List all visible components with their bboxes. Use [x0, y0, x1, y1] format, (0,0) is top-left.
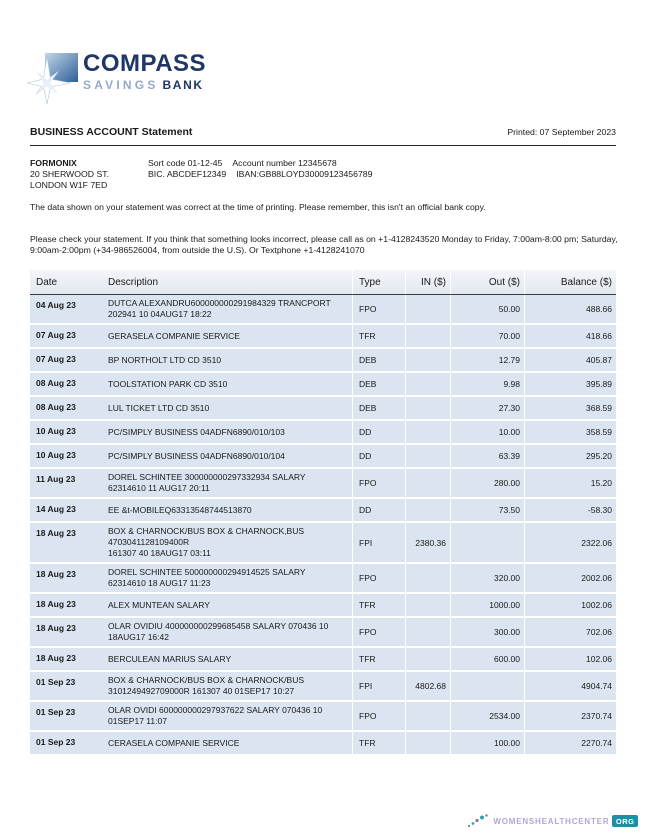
iban: IBAN:GB88LOYD30009123456789	[236, 169, 373, 179]
row-in	[405, 618, 450, 646]
row-balance: 2322.06	[524, 523, 616, 562]
row-description	[104, 295, 352, 323]
row-desc-line2: 3101249492709000R 161307 40 01SEP17 10:27	[108, 686, 295, 696]
row-type: TFR	[352, 732, 405, 754]
row-balance: 702.06	[524, 618, 616, 646]
row-type: TFR	[352, 594, 405, 616]
row-date: 01 Sep 23	[36, 707, 76, 717]
table-row	[30, 564, 616, 594]
bank-name-primary: COMPASS	[83, 50, 207, 77]
row-balance: 1002.06	[524, 594, 616, 616]
table-row	[30, 499, 616, 523]
col-header-type: Type	[352, 270, 405, 294]
row-date: 18 Aug 23	[36, 528, 76, 538]
row-desc-line2: 202941 10 04AUG17 18:22	[108, 309, 212, 319]
row-type: DEB	[352, 373, 405, 395]
row-in	[405, 648, 450, 670]
col-header-out: Out ($)	[450, 270, 524, 294]
row-balance: 102.06	[524, 648, 616, 670]
bic: BIC. ABCDEF12349	[148, 169, 227, 179]
row-desc-line1: BOX & CHARNOCK/BUS BOX & CHARNOCK/BUS	[108, 675, 305, 685]
row-out: 280.00	[450, 469, 524, 497]
row-out: 320.00	[450, 564, 524, 592]
row-desc-line1: DUTCA ALEXANDRU600000000291984329 TRANCPORT	[108, 298, 331, 308]
row-type: TFR	[352, 648, 405, 670]
row-balance: 15.20	[524, 469, 616, 497]
table-row	[30, 445, 616, 469]
watermark-dots-icon	[466, 813, 490, 829]
table-row	[30, 295, 616, 325]
row-description	[104, 376, 352, 393]
transactions-table	[30, 270, 616, 756]
watermark-badge: ORG	[612, 815, 638, 827]
table-row	[30, 373, 616, 397]
row-balance: 418.66	[524, 325, 616, 347]
row-description	[104, 523, 352, 562]
row-in: 2380.36	[405, 523, 450, 562]
row-date: 11 Aug 23	[36, 474, 76, 484]
row-out	[450, 672, 524, 700]
row-desc-line2: 62314610 11 AUG17 20:11	[108, 483, 210, 493]
statement-title: BUSINESS ACCOUNT Statement	[30, 126, 193, 138]
row-out: 63.39	[450, 445, 524, 467]
row-in	[405, 295, 450, 323]
row-in	[405, 397, 450, 419]
table-row	[30, 618, 616, 648]
row-type: FPO	[352, 469, 405, 497]
row-desc-line1: LUL TICKET LTD CD 3510	[108, 402, 210, 413]
sort-code: Sort code 01-12-45	[148, 158, 223, 168]
table-row	[30, 421, 616, 445]
table-row	[30, 469, 616, 499]
col-header-description: Description	[108, 276, 159, 288]
row-desc-line1: DOREL SCHINTEE 500000000294914525 SALARY	[108, 567, 306, 577]
row-desc-line1: DOREL SCHINTEE 300000000297332934 SALARY	[108, 472, 306, 482]
row-date: 01 Sep 23	[36, 737, 76, 747]
row-balance: 368.59	[524, 397, 616, 419]
row-date: 08 Aug 23	[36, 378, 76, 388]
address-line-1: 20 SHERWOOD ST.	[30, 169, 110, 179]
row-balance: 2270.74	[524, 732, 616, 754]
row-in	[405, 325, 450, 347]
row-desc-line2: 18AUG17 16:42	[108, 632, 169, 642]
row-description	[104, 597, 352, 614]
printed-date: Printed: 07 September 2023	[507, 127, 616, 137]
row-in	[405, 421, 450, 443]
row-type: FPI	[352, 672, 405, 700]
row-type: DD	[352, 421, 405, 443]
row-type: FPO	[352, 295, 405, 323]
row-desc-line1: CERASELA COMPANIE SERVICE	[108, 737, 240, 748]
row-in	[405, 445, 450, 467]
row-out: 300.00	[450, 618, 524, 646]
table-row	[30, 672, 616, 702]
row-desc-line1: OLAR OVIDIU 400000000299685458 SALARY 070436 10	[108, 621, 329, 631]
row-out: 70.00	[450, 325, 524, 347]
row-type: FPO	[352, 702, 405, 730]
row-in	[405, 564, 450, 592]
row-type: FPO	[352, 564, 405, 592]
row-date: 14 Aug 23	[36, 504, 76, 514]
row-desc-line2: 62314610 18 AUG17 11:23	[108, 578, 211, 588]
row-in	[405, 499, 450, 521]
row-description	[104, 651, 352, 668]
row-date: 18 Aug 23	[36, 569, 76, 579]
table-row	[30, 349, 616, 373]
row-type: DEB	[352, 397, 405, 419]
row-date: 08 Aug 23	[36, 402, 76, 412]
table-row	[30, 648, 616, 672]
table-header-row	[30, 270, 616, 295]
check-statement-note: Please check your statement. If you think that something looks incorrect, please call as on +1-4128243520 Monday to Friday, 7:00am-8:00 pm; Saturday, 9:00am-2:00pm (+34-986526004, from outside the U.S). Or Textphone +1-4128241070	[30, 234, 618, 255]
printing-note: The data shown on your statement was correct at the time of printing. Please remember, this isn't an official bank copy.	[30, 202, 486, 212]
watermark-logo[interactable]	[466, 813, 638, 829]
row-date: 18 Aug 23	[36, 653, 76, 663]
row-description	[104, 672, 352, 700]
row-balance: 488.66	[524, 295, 616, 323]
row-in	[405, 732, 450, 754]
row-description	[104, 352, 352, 369]
statement-table-body	[30, 295, 616, 756]
row-date: 07 Aug 23	[36, 330, 76, 340]
table-row	[30, 523, 616, 564]
row-out: 10.00	[450, 421, 524, 443]
row-out: 600.00	[450, 648, 524, 670]
col-header-in: IN ($)	[405, 270, 450, 294]
row-desc-line2: 161307 40 18AUG17 03:11	[108, 548, 211, 558]
compass-star-icon	[24, 46, 82, 104]
row-balance: 2002.06	[524, 564, 616, 592]
row-description	[104, 424, 352, 441]
table-row	[30, 594, 616, 618]
watermark-text: WOMENSHEALTHCENTER	[493, 816, 610, 826]
row-date: 04 Aug 23	[36, 300, 76, 310]
row-balance: 395.89	[524, 373, 616, 395]
bank-name	[83, 46, 206, 92]
row-desc-line1: EE &t-MOBILEQ63313548744513870	[108, 504, 252, 515]
table-row	[30, 325, 616, 349]
row-in: 4802.68	[405, 672, 450, 700]
row-type: FPI	[352, 523, 405, 562]
row-date: 10 Aug 23	[36, 450, 76, 460]
row-out: 100.00	[450, 732, 524, 754]
row-desc-line1: GERASELA COMPANIE SERVICE	[108, 330, 240, 341]
row-date: 01 Sep 23	[36, 677, 76, 687]
bank-name-savings: SAVINGS	[83, 78, 159, 92]
row-in	[405, 373, 450, 395]
row-date: 18 Aug 23	[36, 599, 76, 609]
row-in	[405, 594, 450, 616]
row-desc-line1: BOX & CHARNOCK/BUS BOX & CHARNOCK,BUS 4703041128109400R	[108, 526, 305, 547]
row-in	[405, 702, 450, 730]
row-out: 73.50	[450, 499, 524, 521]
row-type: DD	[352, 445, 405, 467]
statement-header	[30, 126, 616, 138]
address-line-2: LONDON W1F 7ED	[30, 180, 108, 190]
table-row	[30, 702, 616, 732]
row-desc-line2: 01SEP17 11:07	[108, 716, 167, 726]
bank-name-bank: BANK	[162, 78, 204, 92]
row-description	[104, 400, 352, 417]
row-desc-line1: PC/SIMPLY BUSINESS 04ADFN6890/010/104	[108, 450, 285, 461]
table-row	[30, 397, 616, 421]
row-balance: 405.87	[524, 349, 616, 371]
row-date: 18 Aug 23	[36, 623, 76, 633]
row-description	[104, 564, 352, 592]
account-number: Account number 12345678	[232, 158, 337, 168]
row-description	[104, 328, 352, 345]
header-divider	[30, 145, 616, 146]
row-desc-line1: BERCULEAN MARIUS SALARY	[108, 653, 232, 664]
row-desc-line1: OLAR OVIDI 600000000297937622 SALARY 070436 10	[108, 705, 323, 715]
row-balance: -58.30	[524, 499, 616, 521]
row-out: 1000.00	[450, 594, 524, 616]
row-type: DEB	[352, 349, 405, 371]
row-type: TFR	[352, 325, 405, 347]
col-header-date: Date	[36, 276, 58, 288]
row-out: 9.98	[450, 373, 524, 395]
row-description	[104, 469, 352, 497]
account-block	[30, 158, 372, 191]
row-out	[450, 523, 524, 562]
bank-logo	[24, 46, 206, 104]
col-header-balance: Balance ($)	[524, 270, 616, 294]
row-desc-line1: ALEX MUNTEAN SALARY	[108, 599, 210, 610]
row-out: 27.30	[450, 397, 524, 419]
row-out: 2534.00	[450, 702, 524, 730]
row-description	[104, 502, 352, 519]
row-balance: 2370.74	[524, 702, 616, 730]
row-date: 10 Aug 23	[36, 426, 76, 436]
row-description	[104, 618, 352, 646]
row-in	[405, 349, 450, 371]
row-description	[104, 735, 352, 752]
row-balance: 295.20	[524, 445, 616, 467]
row-out: 50.00	[450, 295, 524, 323]
row-desc-line1: PC/SIMPLY BUSINESS 04ADFN6890/010/103	[108, 426, 285, 437]
row-type: FPO	[352, 618, 405, 646]
row-date: 07 Aug 23	[36, 354, 76, 364]
row-description	[104, 702, 352, 730]
row-type: DD	[352, 499, 405, 521]
row-balance: 358.59	[524, 421, 616, 443]
row-balance: 4904.74	[524, 672, 616, 700]
row-out: 12.79	[450, 349, 524, 371]
row-description	[104, 448, 352, 465]
row-desc-line1: BP NORTHOLT LTD CD 3510	[108, 354, 222, 365]
table-row	[30, 732, 616, 756]
row-desc-line1: TOOLSTATION PARK CD 3510	[108, 378, 228, 389]
row-in	[405, 469, 450, 497]
account-holder: FORMONIX	[30, 158, 77, 168]
